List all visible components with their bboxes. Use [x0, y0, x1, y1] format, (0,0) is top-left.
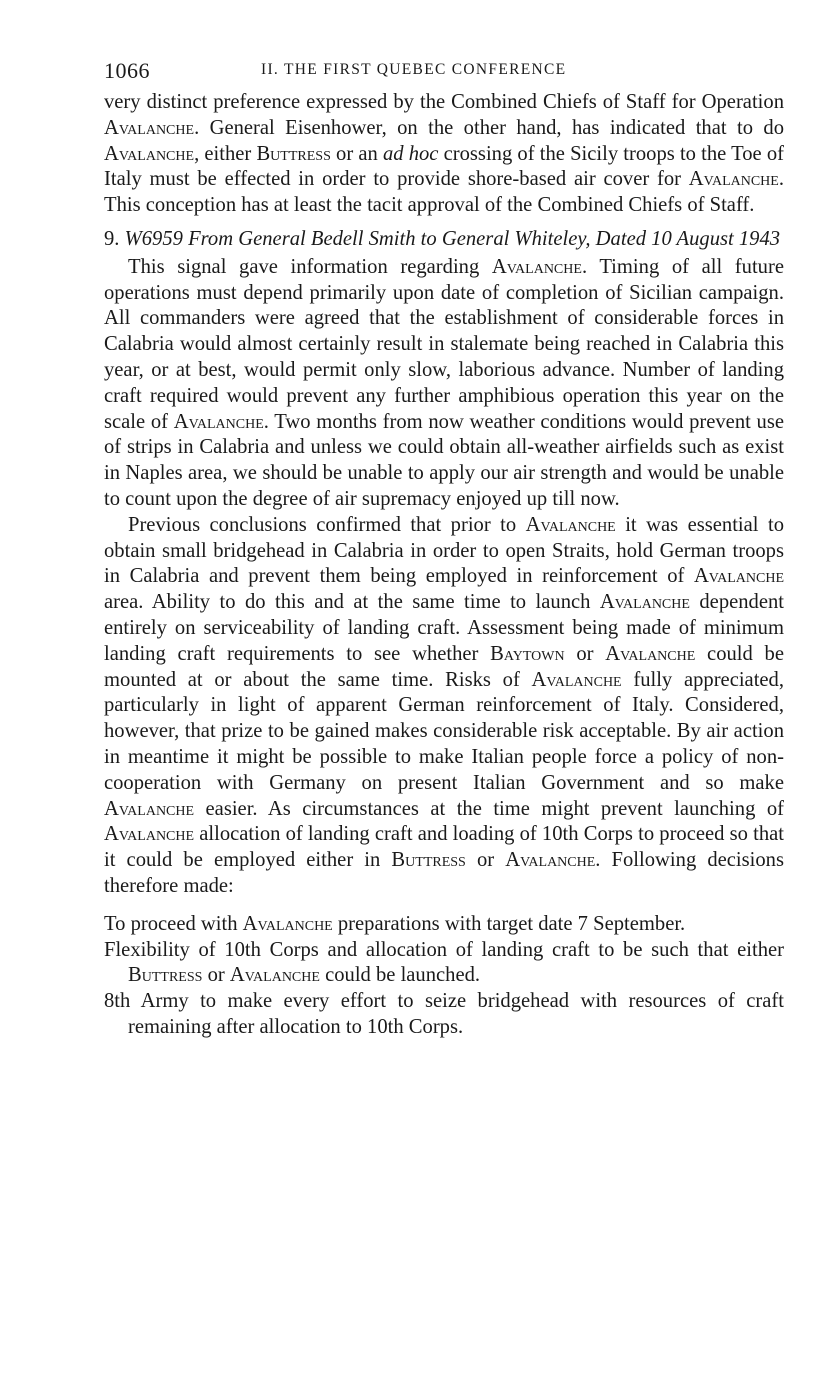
section-number: 9.	[104, 227, 120, 250]
document-page	[104, 58, 784, 1041]
page-number: 1066	[104, 58, 150, 83]
paragraph-conclusions: Previous conclusions confirmed that prior to Avalanche it was essential to obtain small bridgehead in Calabria in order to open Straits, hold German troops in Calabria and prevent them being employed in reinforcement of Avalanche area. Ability to do this and at the same time to launch Avalanche dependent entirely on serviceability of landing craft. Assessment being made of minimum landing craft requirements to see whether Baytown or Avalanche could be mounted at or about the same time. Risks of Avalanche fully appreciated, particularly in light of apparent German reinforcement of Italy. Considered, however, that prize to be gained makes considerable risk acceptable. By air action in meantime it might be possible to make Italian people force a policy of non-cooperation with Germany on present Italian Government and so make Avalanche easier. As circumstances at the time might prevent launching of Avalanche allocation of landing craft and loading of 10th Corps to proceed so that it could be employed either in Buttress or Avalanche. Following decisions therefore made:	[104, 513, 785, 897]
section-title: W6959 From General Bedell Smith to General Whiteley, Dated 10 August 1943	[124, 227, 781, 250]
decision-item: Flexibility of 10th Corps and allocation of landing craft to be such that either Buttress or Avalanche could be launched.	[104, 938, 784, 987]
paragraph-continuation: very distinct preference expressed by the Combined Chiefs of Staff for Operation Avalanche. General Eisenhower, on the other hand, has indicated that to do Avalanche, either Buttress or an ad hoc crossing of the Sicily troops to the Toe of Italy must be effected in order to provide shore-based air cover for Avalanche. This conception has at least the tacit approval of the Combined Chiefs of Staff.	[104, 91, 784, 217]
decision-item: 8th Army to make every effort to seize bridgehead with resources of craft remaining after allocation to 10th Corps.	[104, 990, 784, 1038]
running-head: II. THE FIRST QUEBEC CONFERENCE	[261, 61, 567, 78]
decisions-list	[104, 912, 784, 1041]
decision-item: To proceed with Avalanche preparations with target date 7 September.	[104, 912, 686, 935]
paragraph-signal: This signal gave information regarding Avalanche. Timing of all future operations must depend primarily upon date of completion of Sicilian campaign. All commanders were agreed that the establishment of considerable forces in Calabria would almost certainly result in stalemate being reached in Calabria this year, or at best, would permit only slow, laborious advance. Number of landing craft required would prevent any further amphibious operation this year on the scale of Avalanche. Two months from now weather conditions would prevent use of strips in Calabria and unless we could obtain all-weather airfields such as exist in Naples area, we should be unable to apply our air strength and would be unable to count upon the degree of air supremacy enjoyed up till now.	[104, 255, 784, 510]
section-heading	[104, 227, 784, 253]
page-header	[104, 58, 784, 90]
